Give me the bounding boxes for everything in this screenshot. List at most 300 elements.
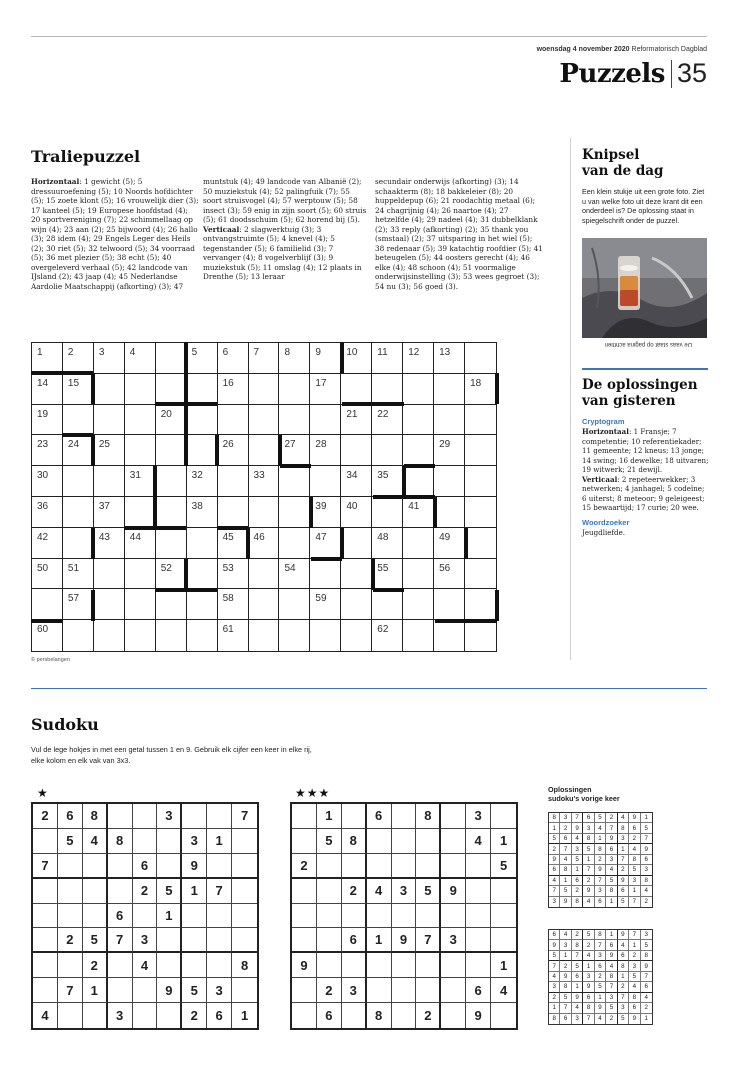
grid-cell[interactable] xyxy=(187,589,218,620)
sudoku-cell[interactable] xyxy=(232,854,257,879)
grid-cell[interactable] xyxy=(63,589,94,620)
grid-cell[interactable] xyxy=(187,559,218,590)
sudoku-cell[interactable] xyxy=(133,804,158,829)
sudoku-cell[interactable] xyxy=(108,953,133,978)
sudoku-cell[interactable] xyxy=(342,1003,367,1028)
sudoku-cell[interactable] xyxy=(416,904,441,929)
grid-cell[interactable] xyxy=(249,405,280,436)
sudoku-cell[interactable] xyxy=(317,904,342,929)
grid-cell[interactable] xyxy=(218,405,249,436)
grid-cell[interactable] xyxy=(249,374,280,405)
sudoku-cell[interactable]: 5 xyxy=(83,928,108,953)
grid-cell[interactable] xyxy=(63,559,94,590)
sudoku-cell[interactable] xyxy=(392,854,417,879)
sudoku-cell[interactable] xyxy=(108,879,133,904)
grid-cell[interactable] xyxy=(372,374,403,405)
grid-cell[interactable] xyxy=(465,343,496,374)
sudoku-cell[interactable]: 2 xyxy=(182,1003,207,1028)
sudoku-cell[interactable] xyxy=(367,904,392,929)
sudoku-cell[interactable] xyxy=(441,854,466,879)
sudoku-cell[interactable]: 2 xyxy=(292,854,317,879)
grid-cell[interactable] xyxy=(310,435,341,466)
grid-cell[interactable] xyxy=(125,620,156,651)
sudoku-cell[interactable]: 8 xyxy=(83,804,108,829)
sudoku-cell[interactable]: 5 xyxy=(157,879,182,904)
grid-cell[interactable] xyxy=(341,528,372,559)
grid-cell[interactable] xyxy=(403,374,434,405)
sudoku-cell[interactable] xyxy=(33,953,58,978)
sudoku-cell[interactable]: 3 xyxy=(392,879,417,904)
sudoku-cell[interactable]: 5 xyxy=(182,978,207,1003)
grid-cell[interactable] xyxy=(434,497,465,528)
grid-cell[interactable] xyxy=(279,466,310,497)
grid-cell[interactable] xyxy=(156,343,187,374)
sudoku-cell[interactable] xyxy=(157,829,182,854)
grid-cell[interactable] xyxy=(187,435,218,466)
sudoku-cell[interactable]: 8 xyxy=(232,953,257,978)
grid-cell[interactable] xyxy=(403,589,434,620)
sudoku-cell[interactable] xyxy=(342,953,367,978)
grid-cell[interactable] xyxy=(156,620,187,651)
sudoku-cell[interactable] xyxy=(232,879,257,904)
sudoku-cell[interactable]: 1 xyxy=(491,953,516,978)
sudoku-cell[interactable] xyxy=(292,804,317,829)
sudoku-cell[interactable]: 7 xyxy=(58,978,83,1003)
sudoku-cell[interactable] xyxy=(33,829,58,854)
sudoku-cell[interactable] xyxy=(441,804,466,829)
grid-cell[interactable] xyxy=(434,620,465,651)
grid-cell[interactable] xyxy=(156,528,187,559)
grid-cell[interactable] xyxy=(94,620,125,651)
sudoku-cell[interactable] xyxy=(292,829,317,854)
grid-cell[interactable] xyxy=(249,435,280,466)
sudoku-cell[interactable] xyxy=(232,928,257,953)
sudoku-cell[interactable]: 6 xyxy=(58,804,83,829)
grid-cell[interactable] xyxy=(372,620,403,651)
sudoku-cell[interactable] xyxy=(207,928,232,953)
sudoku-cell[interactable] xyxy=(108,804,133,829)
sudoku-cell[interactable]: 6 xyxy=(367,804,392,829)
sudoku-cell[interactable] xyxy=(292,904,317,929)
sudoku-cell[interactable]: 3 xyxy=(342,978,367,1003)
grid-cell[interactable] xyxy=(187,405,218,436)
sudoku-cell[interactable] xyxy=(108,854,133,879)
sudoku-cell[interactable] xyxy=(33,978,58,1003)
sudoku-cell[interactable]: 7 xyxy=(232,804,257,829)
grid-cell[interactable] xyxy=(94,528,125,559)
sudoku-cell[interactable]: 1 xyxy=(182,879,207,904)
sudoku-cell[interactable]: 6 xyxy=(207,1003,232,1028)
sudoku-cell[interactable] xyxy=(157,928,182,953)
sudoku-cell[interactable] xyxy=(317,854,342,879)
sudoku-cell[interactable] xyxy=(466,904,491,929)
grid-cell[interactable] xyxy=(372,435,403,466)
grid-cell[interactable] xyxy=(403,343,434,374)
grid-cell[interactable] xyxy=(372,405,403,436)
grid-cell[interactable] xyxy=(218,497,249,528)
sudoku-cell[interactable]: 1 xyxy=(83,978,108,1003)
sudoku-cell[interactable] xyxy=(441,953,466,978)
sudoku-cell[interactable]: 2 xyxy=(58,928,83,953)
grid-cell[interactable] xyxy=(125,466,156,497)
grid-cell[interactable] xyxy=(187,620,218,651)
grid-cell[interactable] xyxy=(32,589,63,620)
grid-cell[interactable] xyxy=(434,528,465,559)
sudoku-cell[interactable]: 4 xyxy=(33,1003,58,1028)
grid-cell[interactable] xyxy=(279,405,310,436)
sudoku-cell[interactable]: 6 xyxy=(108,904,133,929)
sudoku-cell[interactable]: 9 xyxy=(441,879,466,904)
grid-cell[interactable] xyxy=(63,374,94,405)
sudoku-cell[interactable] xyxy=(207,953,232,978)
sudoku-easy-grid[interactable] xyxy=(31,802,259,1030)
grid-cell[interactable] xyxy=(465,374,496,405)
grid-cell[interactable] xyxy=(341,343,372,374)
sudoku-cell[interactable]: 2 xyxy=(33,804,58,829)
sudoku-cell[interactable] xyxy=(416,829,441,854)
grid-cell[interactable] xyxy=(32,528,63,559)
grid-cell[interactable] xyxy=(94,559,125,590)
grid-cell[interactable] xyxy=(341,435,372,466)
grid-cell[interactable] xyxy=(279,374,310,405)
sudoku-cell[interactable]: 3 xyxy=(108,1003,133,1028)
sudoku-cell[interactable] xyxy=(392,978,417,1003)
sudoku-cell[interactable] xyxy=(182,953,207,978)
grid-cell[interactable] xyxy=(372,343,403,374)
sudoku-cell[interactable] xyxy=(133,978,158,1003)
sudoku-cell[interactable] xyxy=(491,879,516,904)
grid-cell[interactable] xyxy=(218,374,249,405)
sudoku-cell[interactable] xyxy=(33,879,58,904)
sudoku-cell[interactable]: 5 xyxy=(491,854,516,879)
grid-cell[interactable] xyxy=(310,343,341,374)
sudoku-cell[interactable]: 5 xyxy=(317,829,342,854)
grid-cell[interactable] xyxy=(310,620,341,651)
grid-cell[interactable] xyxy=(94,497,125,528)
sudoku-cell[interactable] xyxy=(292,978,317,1003)
sudoku-cell[interactable]: 4 xyxy=(491,978,516,1003)
grid-cell[interactable] xyxy=(218,589,249,620)
grid-cell[interactable] xyxy=(403,559,434,590)
sudoku-cell[interactable] xyxy=(317,879,342,904)
grid-cell[interactable] xyxy=(279,589,310,620)
grid-cell[interactable] xyxy=(341,620,372,651)
grid-cell[interactable] xyxy=(310,374,341,405)
sudoku-cell[interactable] xyxy=(367,978,392,1003)
sudoku-cell[interactable] xyxy=(33,928,58,953)
sudoku-cell[interactable]: 8 xyxy=(342,829,367,854)
grid-cell[interactable] xyxy=(310,559,341,590)
grid-cell[interactable] xyxy=(465,528,496,559)
sudoku-cell[interactable]: 6 xyxy=(133,854,158,879)
grid-cell[interactable] xyxy=(341,466,372,497)
sudoku-cell[interactable] xyxy=(157,854,182,879)
grid-cell[interactable] xyxy=(465,559,496,590)
sudoku-cell[interactable]: 3 xyxy=(207,978,232,1003)
grid-cell[interactable] xyxy=(156,497,187,528)
grid-cell[interactable] xyxy=(310,589,341,620)
sudoku-cell[interactable] xyxy=(83,879,108,904)
sudoku-cell[interactable]: 9 xyxy=(292,953,317,978)
sudoku-cell[interactable] xyxy=(367,829,392,854)
sudoku-cell[interactable] xyxy=(317,928,342,953)
grid-cell[interactable] xyxy=(156,466,187,497)
grid-cell[interactable] xyxy=(465,497,496,528)
grid-cell[interactable] xyxy=(94,405,125,436)
sudoku-cell[interactable] xyxy=(292,928,317,953)
grid-cell[interactable] xyxy=(249,559,280,590)
grid-cell[interactable] xyxy=(32,405,63,436)
grid-cell[interactable] xyxy=(32,435,63,466)
grid-cell[interactable] xyxy=(341,497,372,528)
grid-cell[interactable] xyxy=(372,497,403,528)
sudoku-cell[interactable] xyxy=(232,978,257,1003)
sudoku-cell[interactable]: 4 xyxy=(133,953,158,978)
sudoku-cell[interactable]: 4 xyxy=(83,829,108,854)
sudoku-cell[interactable]: 1 xyxy=(317,804,342,829)
grid-cell[interactable] xyxy=(125,343,156,374)
sudoku-cell[interactable] xyxy=(207,904,232,929)
sudoku-cell[interactable] xyxy=(292,1003,317,1028)
sudoku-cell[interactable] xyxy=(466,854,491,879)
sudoku-cell[interactable] xyxy=(58,953,83,978)
sudoku-cell[interactable]: 7 xyxy=(207,879,232,904)
grid-cell[interactable] xyxy=(249,528,280,559)
grid-cell[interactable] xyxy=(125,405,156,436)
sudoku-cell[interactable] xyxy=(232,904,257,929)
grid-cell[interactable] xyxy=(249,620,280,651)
sudoku-cell[interactable]: 1 xyxy=(491,829,516,854)
sudoku-cell[interactable]: 2 xyxy=(133,879,158,904)
sudoku-cell[interactable]: 9 xyxy=(392,928,417,953)
sudoku-hard-grid[interactable] xyxy=(290,802,518,1030)
sudoku-cell[interactable]: 2 xyxy=(342,879,367,904)
grid-cell[interactable] xyxy=(187,374,218,405)
sudoku-cell[interactable]: 1 xyxy=(207,829,232,854)
grid-cell[interactable] xyxy=(63,620,94,651)
sudoku-cell[interactable] xyxy=(441,978,466,1003)
sudoku-cell[interactable] xyxy=(342,804,367,829)
grid-cell[interactable] xyxy=(187,528,218,559)
sudoku-cell[interactable]: 3 xyxy=(157,804,182,829)
sudoku-cell[interactable]: 5 xyxy=(416,879,441,904)
sudoku-cell[interactable] xyxy=(33,904,58,929)
grid-cell[interactable] xyxy=(434,589,465,620)
grid-cell[interactable] xyxy=(310,466,341,497)
grid-cell[interactable] xyxy=(341,374,372,405)
sudoku-cell[interactable]: 4 xyxy=(367,879,392,904)
grid-cell[interactable] xyxy=(94,466,125,497)
grid-cell[interactable] xyxy=(125,497,156,528)
grid-cell[interactable] xyxy=(434,559,465,590)
sudoku-cell[interactable] xyxy=(416,953,441,978)
sudoku-cell[interactable] xyxy=(83,854,108,879)
grid-cell[interactable] xyxy=(434,405,465,436)
grid-cell[interactable] xyxy=(187,497,218,528)
grid-cell[interactable] xyxy=(218,620,249,651)
grid-cell[interactable] xyxy=(434,343,465,374)
sudoku-cell[interactable] xyxy=(83,1003,108,1028)
grid-cell[interactable] xyxy=(125,589,156,620)
grid-cell[interactable] xyxy=(94,343,125,374)
grid-cell[interactable] xyxy=(63,405,94,436)
sudoku-cell[interactable]: 3 xyxy=(133,928,158,953)
sudoku-cell[interactable] xyxy=(58,904,83,929)
sudoku-cell[interactable] xyxy=(491,928,516,953)
grid-cell[interactable] xyxy=(372,589,403,620)
sudoku-cell[interactable] xyxy=(207,854,232,879)
sudoku-cell[interactable] xyxy=(83,904,108,929)
sudoku-cell[interactable] xyxy=(58,854,83,879)
grid-cell[interactable] xyxy=(465,466,496,497)
grid-cell[interactable] xyxy=(218,466,249,497)
grid-cell[interactable] xyxy=(32,466,63,497)
sudoku-cell[interactable] xyxy=(416,978,441,1003)
grid-cell[interactable] xyxy=(249,589,280,620)
grid-cell[interactable] xyxy=(372,559,403,590)
grid-cell[interactable] xyxy=(32,559,63,590)
sudoku-cell[interactable] xyxy=(441,904,466,929)
grid-cell[interactable] xyxy=(279,435,310,466)
sudoku-cell[interactable] xyxy=(367,854,392,879)
sudoku-cell[interactable] xyxy=(491,904,516,929)
grid-cell[interactable] xyxy=(341,405,372,436)
grid-cell[interactable] xyxy=(403,466,434,497)
grid-cell[interactable] xyxy=(156,435,187,466)
grid-cell[interactable] xyxy=(125,528,156,559)
grid-cell[interactable] xyxy=(279,497,310,528)
sudoku-cell[interactable]: 3 xyxy=(441,928,466,953)
sudoku-cell[interactable]: 3 xyxy=(182,829,207,854)
sudoku-cell[interactable] xyxy=(292,879,317,904)
grid-cell[interactable] xyxy=(341,559,372,590)
sudoku-cell[interactable] xyxy=(441,829,466,854)
sudoku-cell[interactable] xyxy=(342,854,367,879)
grid-cell[interactable] xyxy=(94,589,125,620)
sudoku-cell[interactable] xyxy=(157,1003,182,1028)
sudoku-cell[interactable]: 1 xyxy=(367,928,392,953)
sudoku-cell[interactable] xyxy=(491,1003,516,1028)
grid-cell[interactable] xyxy=(279,528,310,559)
sudoku-cell[interactable]: 7 xyxy=(108,928,133,953)
grid-cell[interactable] xyxy=(249,466,280,497)
grid-cell[interactable] xyxy=(403,528,434,559)
grid-cell[interactable] xyxy=(63,343,94,374)
sudoku-cell[interactable]: 4 xyxy=(466,829,491,854)
grid-cell[interactable] xyxy=(403,405,434,436)
grid-cell[interactable] xyxy=(341,589,372,620)
grid-cell[interactable] xyxy=(156,374,187,405)
sudoku-cell[interactable] xyxy=(58,1003,83,1028)
grid-cell[interactable] xyxy=(125,435,156,466)
grid-cell[interactable] xyxy=(403,435,434,466)
grid-cell[interactable] xyxy=(279,559,310,590)
grid-cell[interactable] xyxy=(125,374,156,405)
sudoku-cell[interactable]: 7 xyxy=(33,854,58,879)
sudoku-cell[interactable]: 1 xyxy=(157,904,182,929)
sudoku-cell[interactable]: 9 xyxy=(466,1003,491,1028)
grid-cell[interactable] xyxy=(310,405,341,436)
grid-cell[interactable] xyxy=(32,343,63,374)
sudoku-cell[interactable] xyxy=(392,804,417,829)
sudoku-cell[interactable]: 2 xyxy=(317,978,342,1003)
sudoku-cell[interactable] xyxy=(466,879,491,904)
sudoku-cell[interactable] xyxy=(182,804,207,829)
grid-cell[interactable] xyxy=(465,620,496,651)
grid-cell[interactable] xyxy=(125,559,156,590)
sudoku-cell[interactable] xyxy=(491,804,516,829)
grid-cell[interactable] xyxy=(310,497,341,528)
grid-cell[interactable] xyxy=(187,466,218,497)
grid-cell[interactable] xyxy=(63,528,94,559)
grid-cell[interactable] xyxy=(465,405,496,436)
grid-cell[interactable] xyxy=(94,435,125,466)
sudoku-cell[interactable] xyxy=(182,928,207,953)
sudoku-cell[interactable]: 6 xyxy=(317,1003,342,1028)
sudoku-cell[interactable] xyxy=(441,1003,466,1028)
grid-cell[interactable] xyxy=(32,497,63,528)
sudoku-cell[interactable] xyxy=(392,904,417,929)
sudoku-cell[interactable] xyxy=(342,904,367,929)
grid-cell[interactable] xyxy=(249,497,280,528)
grid-cell[interactable] xyxy=(63,435,94,466)
grid-cell[interactable] xyxy=(218,343,249,374)
sudoku-cell[interactable] xyxy=(232,829,257,854)
grid-cell[interactable] xyxy=(372,466,403,497)
sudoku-cell[interactable] xyxy=(133,829,158,854)
sudoku-cell[interactable] xyxy=(182,904,207,929)
sudoku-cell[interactable]: 9 xyxy=(182,854,207,879)
sudoku-cell[interactable]: 8 xyxy=(416,804,441,829)
sudoku-cell[interactable] xyxy=(392,953,417,978)
grid-cell[interactable] xyxy=(32,620,63,651)
sudoku-cell[interactable] xyxy=(367,953,392,978)
sudoku-cell[interactable] xyxy=(157,953,182,978)
sudoku-cell[interactable]: 3 xyxy=(466,804,491,829)
sudoku-cell[interactable] xyxy=(392,829,417,854)
grid-cell[interactable] xyxy=(434,435,465,466)
sudoku-cell[interactable] xyxy=(317,953,342,978)
sudoku-cell[interactable] xyxy=(108,978,133,1003)
sudoku-cell[interactable]: 2 xyxy=(416,1003,441,1028)
sudoku-cell[interactable] xyxy=(416,854,441,879)
sudoku-cell[interactable]: 6 xyxy=(466,978,491,1003)
sudoku-cell[interactable] xyxy=(466,928,491,953)
grid-cell[interactable] xyxy=(403,620,434,651)
sudoku-cell[interactable]: 9 xyxy=(157,978,182,1003)
sudoku-cell[interactable] xyxy=(207,804,232,829)
grid-cell[interactable] xyxy=(32,374,63,405)
grid-cell[interactable] xyxy=(434,374,465,405)
grid-cell[interactable] xyxy=(465,435,496,466)
sudoku-cell[interactable] xyxy=(466,953,491,978)
grid-cell[interactable] xyxy=(403,497,434,528)
grid-cell[interactable] xyxy=(156,589,187,620)
sudoku-cell[interactable]: 1 xyxy=(240,1008,249,1024)
sudoku-cell[interactable]: 5 xyxy=(58,829,83,854)
grid-cell[interactable] xyxy=(187,343,218,374)
grid-cell[interactable] xyxy=(279,620,310,651)
grid-cell[interactable] xyxy=(218,435,249,466)
sudoku-cell[interactable] xyxy=(58,879,83,904)
sudoku-cell[interactable] xyxy=(392,1003,417,1028)
grid-cell[interactable] xyxy=(465,589,496,620)
grid-cell[interactable] xyxy=(372,528,403,559)
grid-cell[interactable] xyxy=(310,528,341,559)
grid-cell[interactable] xyxy=(63,466,94,497)
grid-cell[interactable] xyxy=(218,559,249,590)
grid-cell[interactable] xyxy=(218,528,249,559)
